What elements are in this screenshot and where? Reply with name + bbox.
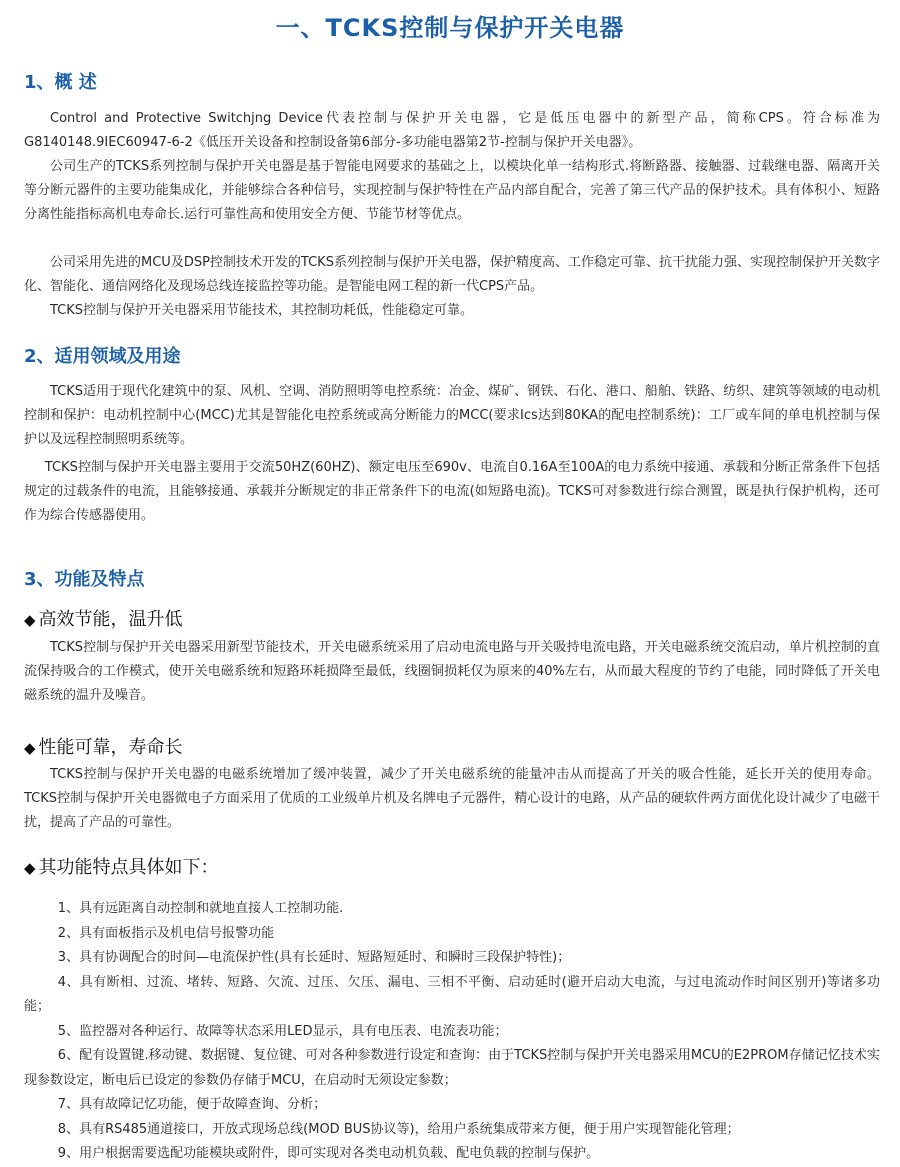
diamond-bullet-icon: ◆ xyxy=(24,859,36,877)
list-item: 7、具有故障记忆功能，便于故障查询、分析； xyxy=(57,1097,327,1112)
feature-heading-energy-saving xyxy=(24,605,183,631)
diamond-bullet-icon: ◆ xyxy=(24,739,36,757)
list-item: 6、配有设置键.移动键、数据键、复位键、可对各种参数进行设定和查询：由于TCKS控制与保护开关电器采用MCU的E2PROM存储记忆技术实现参数设定，断电后已设定的参数仍存储于MCU，在启动时无须设定参数； xyxy=(24,1048,880,1088)
list-item: 5、监控器对各种运行、故障等状态采用LED显示，具有电压表、电流表功能； xyxy=(57,1023,508,1039)
feature-paragraph-reliability: TCKS控制与保护开关电器的电磁系统增加了缓冲装置，减少了开关电磁系统的能量冲击从而提高了开关的吸合性能，延长开关的使用寿命。TCKS控制与保护开关电器微电子方面采用了优质的工业级单片机及名牌电子元器件，精心设计的电路，从产品的硬软件两方面优化设计减少了电磁干扰，提高了产品的可靠性。 xyxy=(24,767,880,830)
list-item: 3、具有协调配合的时间—电流保护性(具有长延时、短路短延时、和瞬时三段保护特性)； xyxy=(57,950,571,965)
feature-list xyxy=(24,897,880,1167)
section-heading-overview: 1、概 述 xyxy=(24,72,97,93)
list-item: 8、具有RS485通道接口，开放式现场总线(MOD BUS协议等)，给用户系统集成带来方便，便于用户实现智能化管理； xyxy=(57,1121,740,1137)
feature-heading-reliability xyxy=(24,733,183,759)
overview-paragraph-2: 公司生产的TCKS系列控制与保护开关电器是基于智能电网要求的基础之上，以模块化单一结构形式.将断路器、接触器、过载继电器、隔离开关等分断元器件的主要功能集成化，并能够综合各种信号，实现控制与保护特性在产品内部自配合，完善了第三代产品的保护技术。具有体积小、短路分离性能指标高机电寿命长.运行可靠性高和使用安全方便、节能节材等优点。 xyxy=(24,159,880,222)
overview-paragraph-1: Control and Protective Switchjng Device代表控制与保护开关电器，它是低压电器中的新型产品，简称CPS。符合标准为G8140148.9IEC60947-6-2《低压开关设备和控制设备第6部分-多功能电器第2节-控制与保护开关电器》。 xyxy=(24,111,880,150)
diamond-bullet-icon: ◆ xyxy=(24,611,36,629)
list-item: 2、具有面板指示及机电信号报警功能 xyxy=(57,925,275,941)
section-heading-applications: 2、适用领域及用途 xyxy=(24,346,181,367)
overview-paragraph-3: 公司采用先进的MCU及DSP控制技术开发的TCKS系列控制与保护开关电器，保护精度高、工作稳定可靠、抗干扰能力强、实现控制保护开关数字化、智能化、通信网络化及现场总线连接监控等功能。是智能电网工程的新一代CPS产品。 xyxy=(24,255,880,294)
feature-heading-label: 性能可靠，寿命长 xyxy=(38,737,183,758)
section-heading-features: 3、功能及特点 xyxy=(24,569,145,590)
applications-paragraph-1: TCKS适用于现代化建筑中的泵、风机、空调、消防照明等电控系统：冶金、煤矿、钢铁、石化、港口、船舶、铁路、纺织、建筑等领域的电动机控制和保护：电动机控制中心(MCC)尤其是智能化电控系统或高分断能力的MCC(要求Ics达到80KA的配电控制系统)：工厂或车间的单电机控制与保护以及远程控制照明系统等。 xyxy=(24,384,880,447)
page-title: 一、TCKS控制与保护开关电器 xyxy=(275,14,625,42)
list-item: 1、具有远距离自动控制和就地直接人工控制功能. xyxy=(57,901,344,916)
list-item: 9、用户根据需要选配功能模块或附件，即可实现对各类电动机负载、配电负载的控制与保护。 xyxy=(57,1146,600,1161)
feature-heading-label: 其功能特点具体如下： xyxy=(38,857,219,878)
list-item: 4、具有断相、过流、堵转、短路、欠流、过压、欠压、漏电、三相不平衡、启动延时(避开启动大电流，与过电流动作时间区别开)等诸多功能； xyxy=(24,974,880,1014)
applications-paragraph-2: TCKS控制与保护开关电器主要用于交流50HZ(60HZ)、额定电压至690v、电流自0.16A至100A的电力系统中接通、承载和分断正常条件下包括规定的过载条件的电流，且能够接通、承载并分断规定的非正常条件下的电流(如短路电流)。TCKS可对参数进行综合测置，既是执行保护机构，还可作为综合传感器使用。 xyxy=(24,460,880,523)
feature-paragraph-energy-saving: TCKS控制与保护开关电器采用新型节能技术，开关电磁系统采用了启动电流电路与开关吸持电流电路，开关电磁系统交流启动，单片机控制的直流保持吸合的工作模式，使开关电磁系统和短路环耗损降至最低，线圈铜损耗仅为原来的40%左右，从而最大程度的节约了电能，同时降低了开关电磁系统的温升及噪音。 xyxy=(24,640,880,703)
feature-heading-details xyxy=(24,853,219,879)
overview-paragraph-4: TCKS控制与保护开关电器采用节能技术，其控制功耗低，性能稳定可靠。 xyxy=(50,303,474,318)
feature-heading-label: 高效节能，温升低 xyxy=(38,609,183,630)
